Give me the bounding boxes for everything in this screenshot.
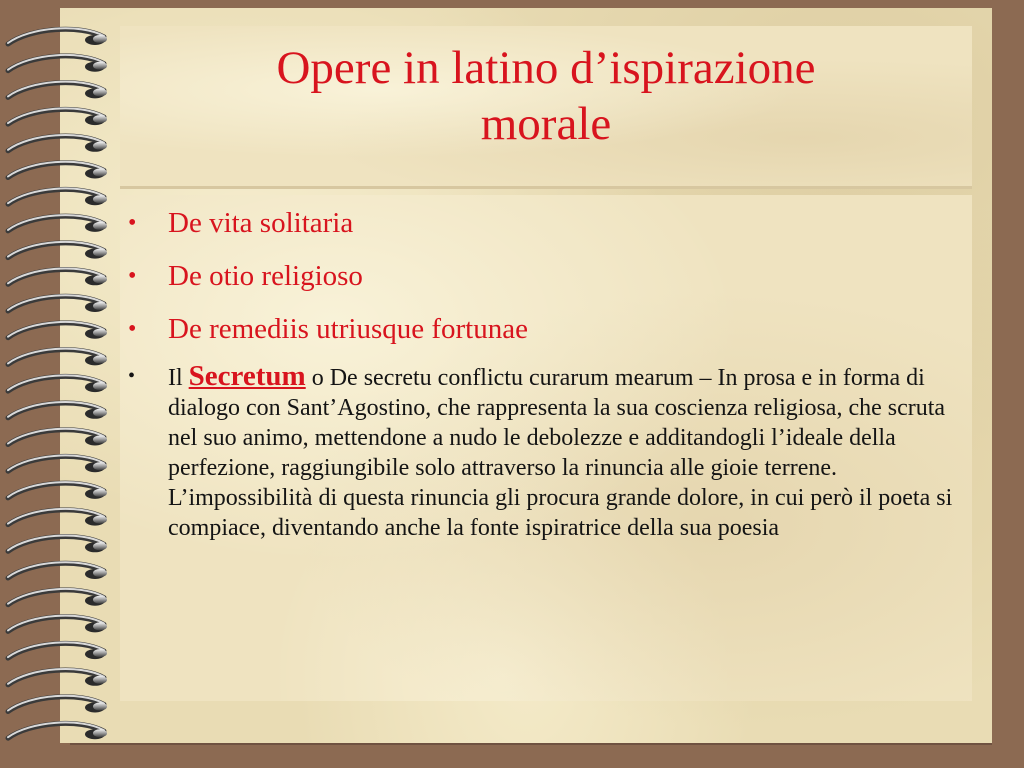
binding-ring — [8, 562, 107, 579]
binding-ring — [8, 188, 107, 205]
binding-ring — [8, 482, 107, 499]
binding-ring — [8, 269, 107, 286]
list-item — [128, 255, 958, 298]
binding-ring — [8, 215, 107, 232]
secretum-description: o De secretu conflictu curarum mearum – In prosa e in forma di dialogo con Sant’Agostino, che rappresenta la sua coscienza religiosa, che scruta nel suo animo, mettendone a nudo le debolezze e additandogli l’ideale della perfezione, raggiungibile solo attraverso la rinuncia alle gioie terrene. L’impossibilità di questa rinuncia gli procura grande dolore, in cui però il poeta si compiace, diventando anche la fonte ispiratrice della sua poesia — [168, 365, 953, 541]
binding-ring — [8, 722, 107, 739]
list-item — [128, 202, 958, 245]
binding-ring — [8, 536, 107, 553]
binding-ring — [8, 455, 107, 472]
list-item — [128, 308, 958, 351]
binding-ring — [8, 509, 107, 526]
binding-ring — [8, 669, 107, 686]
binding-ring — [8, 28, 107, 45]
binding-ring — [8, 349, 107, 366]
slide-title — [120, 40, 972, 152]
list-item-text: De remediis utriusque fortunae — [168, 313, 528, 345]
list-item-secretum — [128, 361, 958, 543]
binding-ring — [8, 642, 107, 659]
bullet-icon: • — [128, 365, 136, 387]
secretum-prefix: Il — [168, 365, 183, 391]
list-item-text: De vita solitaria — [168, 207, 354, 239]
bullet-icon: • — [128, 210, 137, 236]
binding-ring — [8, 295, 107, 312]
list-item-text: De otio religioso — [168, 260, 363, 292]
binding-ring — [8, 616, 107, 633]
spiral-binding-icon — [0, 0, 120, 768]
bullet-list — [128, 202, 958, 553]
binding-ring — [8, 589, 107, 606]
secretum-highlight: Secretum — [188, 360, 306, 392]
binding-ring — [8, 162, 107, 179]
slide-title-line-1: Opere in latino d’ispirazione — [276, 42, 816, 94]
binding-ring — [8, 402, 107, 419]
binding-ring — [8, 135, 107, 152]
bullet-icon: • — [128, 263, 137, 289]
binding-ring — [8, 696, 107, 713]
binding-ring — [8, 108, 107, 125]
binding-ring — [8, 55, 107, 72]
slide-title-line-2: morale — [480, 98, 612, 150]
binding-ring — [8, 322, 107, 339]
binding-ring — [8, 429, 107, 446]
bullet-icon: • — [128, 316, 137, 342]
binding-ring — [8, 242, 107, 259]
binding-ring — [8, 82, 107, 99]
binding-ring — [8, 375, 107, 392]
